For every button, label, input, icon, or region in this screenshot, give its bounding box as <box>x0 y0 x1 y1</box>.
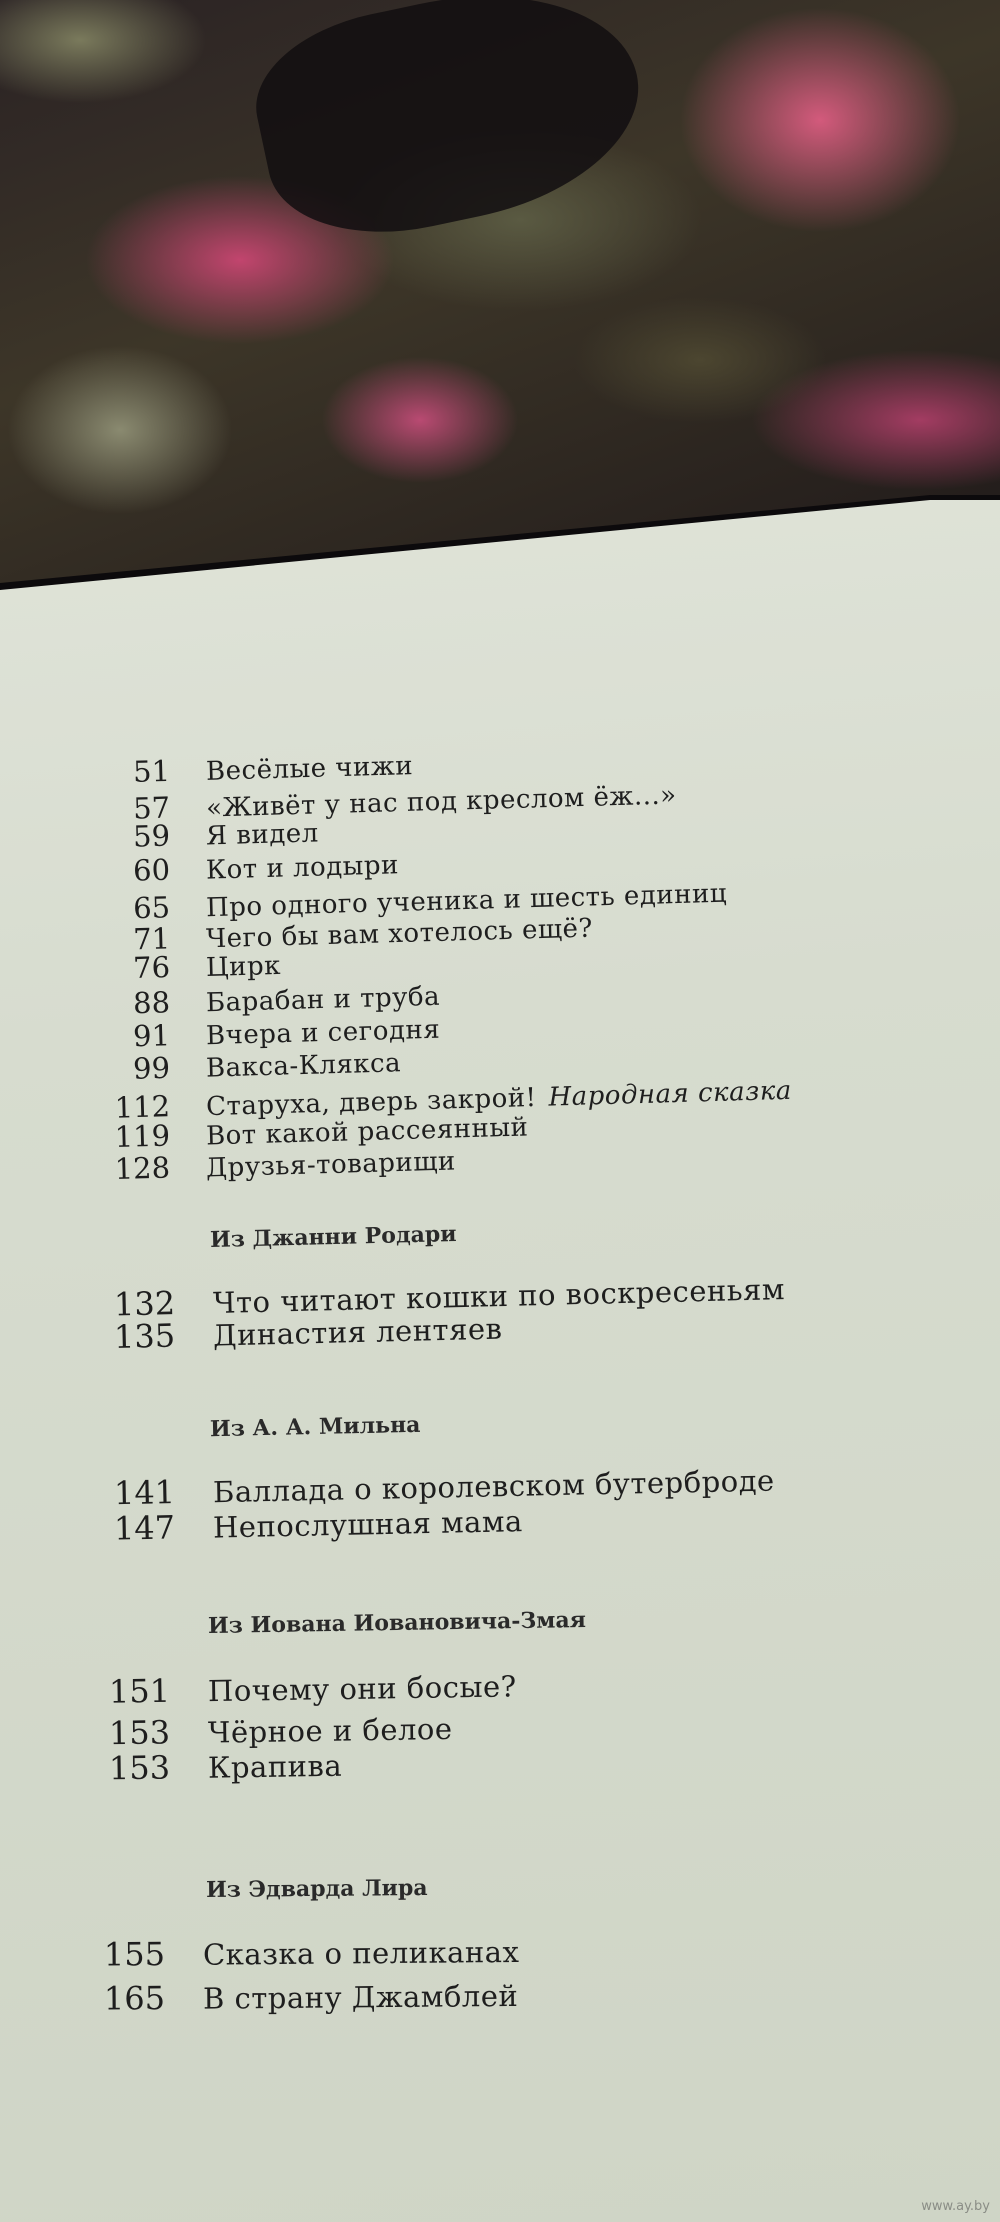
entry-title: Старуха, дверь закрой! <box>205 1082 537 1123</box>
entry-title: «Живёт у нас под креслом ёж...» <box>205 780 677 824</box>
entry-title: Непослушная мама <box>212 1504 524 1545</box>
entry-title: Кот и лодыри <box>205 850 400 886</box>
entry-title: В страну Джамблей <box>202 1978 519 2016</box>
page-number: 141 <box>113 1473 176 1513</box>
toc-entry <box>50 1746 343 1789</box>
entry-title: Я видел <box>205 818 320 852</box>
page-number: 165 <box>103 1979 166 2018</box>
entry-title: Друзья-товарищи <box>205 1146 457 1184</box>
section-heading-rodari: Из Джанни Родари <box>209 1220 457 1254</box>
watermark: www.ay.by <box>921 2199 990 2214</box>
page-number: 60 <box>132 852 171 888</box>
page-number: 57 <box>132 790 171 826</box>
entry-title: Вакса-Клякса <box>205 1048 402 1084</box>
entry-title: Вот какой рассеянный <box>205 1112 529 1152</box>
section-heading-zmaj: Из Иована Иовановича-Змая <box>207 1607 587 1639</box>
page-number: 51 <box>132 753 171 789</box>
page-number: 99 <box>132 1050 171 1086</box>
toc-entry <box>45 1976 519 2018</box>
entry-title: Весёлые чижи <box>205 751 414 787</box>
page-number: 88 <box>132 985 171 1021</box>
entry-title: Вчера и сегодня <box>205 1014 441 1052</box>
entry-title: Про одного ученика и шесть единиц <box>205 878 728 924</box>
entry-title: Чёрное и белое <box>207 1711 453 1750</box>
toc-entry <box>45 1932 520 1974</box>
page-number: 112 <box>114 1089 171 1125</box>
page-number: 71 <box>132 921 171 957</box>
page-number: 153 <box>108 1713 171 1753</box>
page-number: 59 <box>132 818 171 854</box>
entry-title: Чего бы вам хотелось ещё? <box>205 913 594 955</box>
entry-title: Барабан и труба <box>205 981 441 1019</box>
page-number: 135 <box>113 1316 176 1357</box>
page-number: 155 <box>103 1935 166 1974</box>
entry-title: Что читают кошки по воскресеньям <box>212 1272 786 1321</box>
page-number: 153 <box>108 1748 171 1788</box>
section-heading-milne: Из А. А. Мильна <box>209 1411 421 1443</box>
page-number: 65 <box>132 890 171 926</box>
page-number: 76 <box>132 950 171 986</box>
entry-title: Крапива <box>207 1748 343 1785</box>
page-number: 119 <box>114 1118 171 1155</box>
toc-entry <box>60 947 282 987</box>
entry-title: Почему они босые? <box>207 1669 517 1709</box>
page-number: 147 <box>113 1508 176 1548</box>
entry-note: Народная сказка <box>548 1075 793 1113</box>
entry-title: Династия лентяев <box>212 1311 503 1353</box>
page-number: 151 <box>108 1671 171 1711</box>
page-number: 132 <box>113 1283 176 1324</box>
entry-title: Цирк <box>205 950 282 984</box>
section-heading-lear: Из Эдварда Лира <box>205 1875 428 1903</box>
page-number: 128 <box>114 1150 171 1186</box>
entry-title: Сказка о пеликанах <box>202 1934 520 1972</box>
entry-title: Баллада о королевском бутерброде <box>212 1463 776 1510</box>
toc-entry <box>50 1666 517 1711</box>
page-number: 91 <box>132 1018 171 1054</box>
